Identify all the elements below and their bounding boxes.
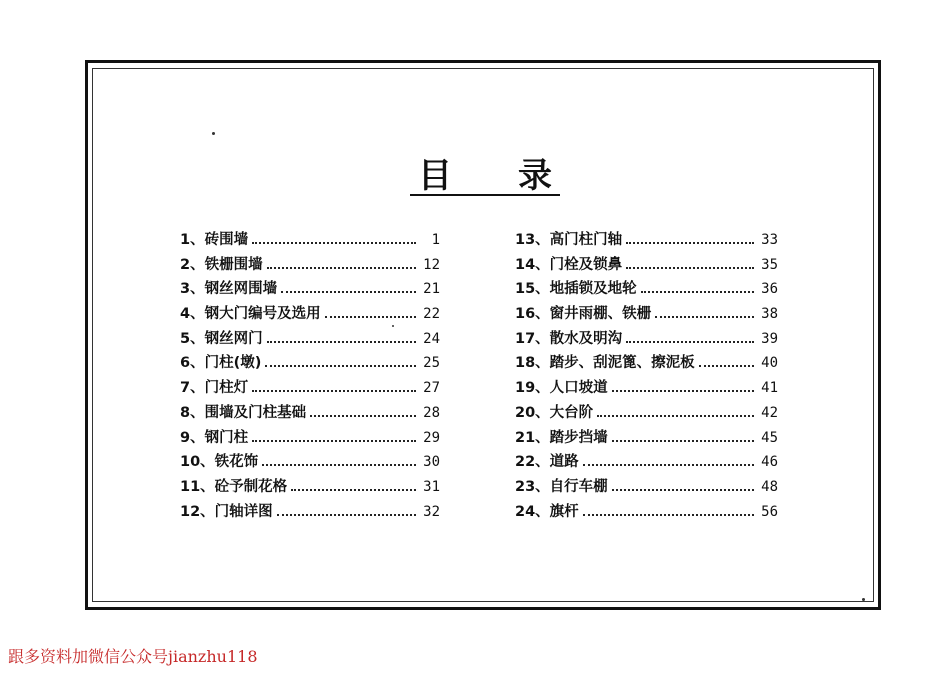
toc-item-page: 24 — [423, 330, 440, 347]
toc-item-label: 6、门柱(墩) — [180, 355, 262, 372]
toc-item[interactable] — [180, 302, 440, 327]
toc-item-page: 30 — [423, 454, 440, 471]
title-char-2: 录 — [518, 155, 552, 196]
leader-dots — [252, 440, 416, 442]
leader-dots — [655, 316, 754, 318]
toc-item[interactable] — [180, 401, 440, 426]
toc-item[interactable] — [515, 228, 778, 253]
toc-item-page: 48 — [761, 478, 778, 495]
leader-dots — [641, 291, 754, 293]
toc-item[interactable] — [515, 253, 778, 278]
toc-item-page: 46 — [761, 454, 778, 471]
toc-item-label: 23、自行车棚 — [515, 478, 608, 495]
toc-item[interactable] — [515, 376, 778, 401]
toc-item-label: 7、门柱灯 — [180, 380, 249, 397]
toc-item[interactable] — [515, 327, 778, 352]
toc-item-page: 32 — [423, 503, 440, 520]
toc-item-page: 40 — [761, 355, 778, 372]
toc-item[interactable] — [180, 228, 440, 253]
toc-item-page: 22 — [423, 306, 440, 323]
toc-item-label: 22、道路 — [515, 454, 579, 471]
toc-item-page: 31 — [423, 478, 440, 495]
scan-speck — [862, 598, 865, 601]
toc-item-label: 12、门轴详图 — [180, 503, 273, 520]
toc-item-label: 24、旗杆 — [515, 503, 579, 520]
leader-dots — [267, 267, 416, 269]
toc-item-page: 29 — [423, 429, 440, 446]
toc-item[interactable] — [515, 302, 778, 327]
leader-dots — [265, 365, 416, 367]
watermark-text: 跟多资料加微信公众号jianzhu118 — [8, 647, 258, 666]
toc-item[interactable] — [180, 450, 440, 475]
leader-dots — [281, 291, 416, 293]
toc-item[interactable] — [515, 426, 778, 451]
toc-item[interactable] — [180, 253, 440, 278]
toc-item[interactable] — [180, 376, 440, 401]
toc-item-page: 36 — [761, 281, 778, 298]
toc-item[interactable] — [515, 277, 778, 302]
toc-item-page: 28 — [423, 404, 440, 421]
toc-item[interactable] — [515, 475, 778, 500]
toc-item[interactable] — [515, 351, 778, 376]
leader-dots — [612, 440, 754, 442]
toc-item-page: 35 — [761, 256, 778, 273]
toc-item-label: 5、钢丝网门 — [180, 330, 263, 347]
page-title — [410, 150, 560, 196]
toc-item-label: 8、围墙及门柱基础 — [180, 404, 307, 421]
toc-item-page: 33 — [761, 232, 778, 248]
toc-column-left — [180, 228, 440, 524]
toc-item-label: 13、高门柱门轴 — [515, 232, 623, 248]
toc-item-label: 15、地插锁及地轮 — [515, 281, 637, 298]
toc-item-label: 1、砖围墙 — [180, 232, 249, 248]
toc-item-page: 56 — [761, 503, 778, 520]
leader-dots — [699, 365, 754, 367]
toc-item-page: 1 — [431, 232, 440, 248]
toc-item-label: 17、散水及明沟 — [515, 330, 623, 347]
toc-item-page: 45 — [761, 429, 778, 446]
toc-item[interactable] — [180, 277, 440, 302]
leader-dots — [291, 489, 416, 491]
scan-speck — [212, 132, 215, 135]
leader-dots — [597, 415, 754, 417]
toc-item-label: 9、钢门柱 — [180, 429, 249, 446]
toc-item-label: 2、铁栅围墙 — [180, 256, 263, 273]
leader-dots — [262, 464, 416, 466]
leader-dots — [252, 390, 416, 392]
toc-item[interactable] — [515, 500, 778, 525]
leader-dots — [583, 464, 754, 466]
toc-item-label: 3、钢丝网围墙 — [180, 281, 278, 298]
toc-item-page: 12 — [423, 256, 440, 273]
toc-item-label: 11、砼予制花格 — [180, 478, 288, 495]
toc-item-label: 21、踏步挡墙 — [515, 429, 608, 446]
toc-item-page: 41 — [761, 380, 778, 397]
leader-dots — [626, 242, 754, 244]
toc-item-page: 21 — [423, 281, 440, 298]
toc-item-label: 20、大台阶 — [515, 404, 594, 421]
leader-dots — [277, 514, 416, 516]
leader-dots — [612, 489, 754, 491]
leader-dots — [626, 341, 754, 343]
leader-dots — [612, 390, 754, 392]
toc-item-page: 42 — [761, 404, 778, 421]
toc-item-page: 25 — [423, 355, 440, 372]
leader-dots — [310, 415, 416, 417]
toc-item-label: 10、铁花饰 — [180, 454, 259, 471]
leader-dots — [252, 242, 416, 244]
toc-item-label: 19、人口坡道 — [515, 380, 608, 397]
title-char-1: 目 — [418, 155, 452, 196]
leader-dots — [626, 267, 754, 269]
toc-item-page: 38 — [761, 306, 778, 323]
leader-dots — [267, 341, 416, 343]
toc-item-label: 16、窗井雨棚、铁栅 — [515, 306, 652, 323]
leader-dots — [325, 316, 416, 318]
toc-item[interactable] — [515, 401, 778, 426]
toc-item[interactable] — [515, 450, 778, 475]
leader-dots — [583, 514, 754, 516]
toc-item-label: 18、踏步、刮泥篦、擦泥板 — [515, 355, 695, 372]
toc-item[interactable] — [180, 475, 440, 500]
toc-item-page: 39 — [761, 330, 778, 347]
toc-item[interactable] — [180, 327, 440, 352]
toc-item[interactable] — [180, 500, 440, 525]
toc-item[interactable] — [180, 351, 440, 376]
toc-column-right — [515, 228, 778, 524]
toc-item-label: 4、钢大门编号及选用 — [180, 306, 321, 323]
toc-item-page: 27 — [423, 380, 440, 397]
toc-item[interactable] — [180, 426, 440, 451]
toc-item-label: 14、门栓及锁鼻 — [515, 256, 623, 273]
